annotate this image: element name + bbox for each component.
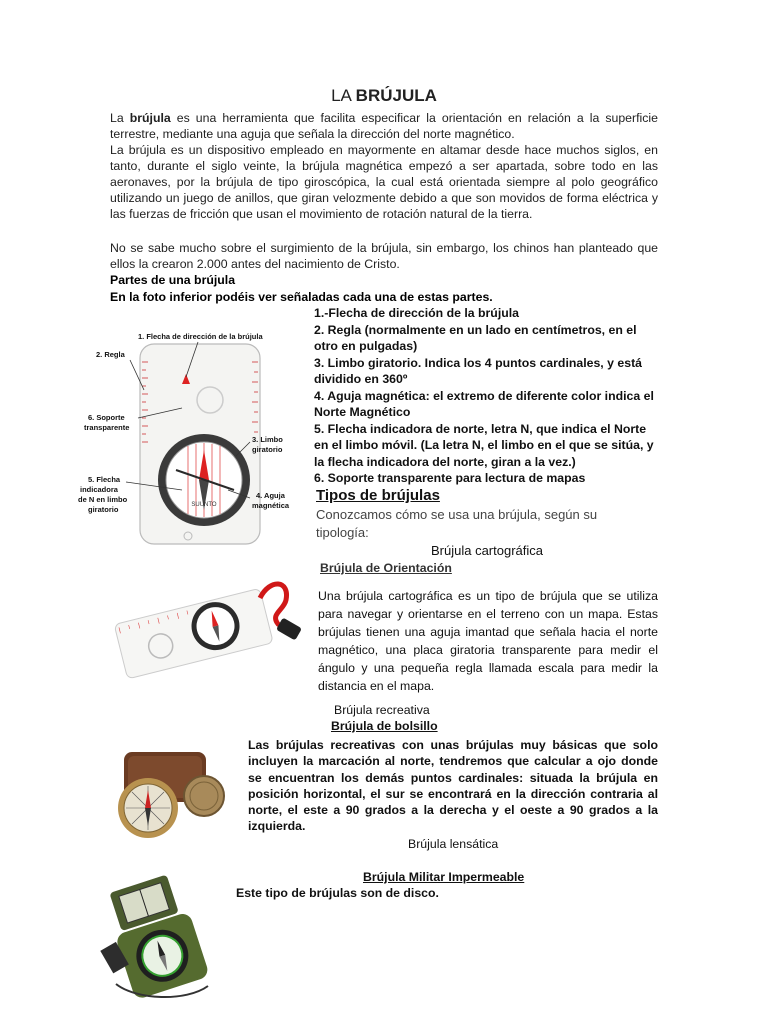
recreativa-text: Las brújulas recreativas con unas brújulas muy básicas que solo incluyen la marcación al norte, tendremos que calcular a ojo donde se encuentran los demás puntos cardinales: situada la brújula en posición horizontal, el sur se encontrará en la dirección contraria al norte, el este a 90 grados a la derecha y el oeste a 90 grados a la izquierda. [248, 738, 658, 834]
paragraph-2: La brújula es un dispositivo empleado en mayormente en altamar desde hace muchos siglos, en tanto, durante el siglo veinte, la brújula magnética empezó a ser apartada, sobre todo en las aeronaves, por la brújula de tipo giroscópica, la cual está orientada siempre al polo geográfico utilizando un juego de anillos, que giran velozmente debido a que son movidos de forma eléctrica y las fuerzas de fricción que usan el movimiento de rotación natural de la tierra. [110, 143, 658, 221]
parts-intro: En la foto inferior podéis ver señaladas cada una de estas partes. [110, 290, 493, 304]
parts-list-item: 3. Limbo giratorio. Indica los 4 puntos cardinales, y está dividido en 360º [314, 355, 642, 386]
parts-list-item: 6. Soporte transparente para lectura de mapas [314, 471, 586, 485]
figure-label-4b: magnética [252, 501, 290, 510]
lensatica-text: Este tipo de brújulas son de disco. [236, 886, 439, 900]
parts-list-item: 1.-Flecha de dirección de la brújula [314, 306, 520, 320]
lensatica-label: Brújula lensática [408, 837, 499, 851]
types-heading-text: Tipos de brújulas [316, 487, 440, 504]
cartografica-label: Brújula cartográfica [431, 543, 543, 558]
intro-rest: es una herramienta que facilita especificar la orientación en relación a la superficie terrestre, mediante una aguja que señala la dirección del norte magnético. [110, 111, 658, 141]
intro-bold-word: brújula [129, 111, 171, 125]
military-compass-image [96, 874, 222, 1004]
types-heading [316, 487, 440, 505]
title-main: BRÚJULA [355, 86, 437, 105]
figure-label-5b: indicadora [80, 485, 118, 494]
parts-heading: Partes de una brújula [110, 273, 236, 287]
paragraph-3: No se sabe mucho sobre el surgimiento de la brújula, sin embargo, los chinos han planteado que ellos la crearon 2.000 antes del nacimiento de Cristo. [110, 241, 658, 271]
brand-label: SUUNTO [191, 502, 217, 508]
parts-list [314, 305, 658, 487]
cartografica-subheading: Brújula de Orientación [320, 561, 452, 575]
recreativa-subheading: Brújula de bolsillo [331, 719, 438, 733]
figure-label-6b: transparente [84, 423, 130, 432]
pocket-compass-image [86, 738, 236, 852]
orientation-compass-image [110, 574, 306, 680]
parts-list-item: 5. Flecha indicadora de norte, letra N, que indica el Norte en el limbo móvil. (La letra N, el limbo en el que se sitúa, y la flecha indicadora del norte, giran a la vez.) [314, 421, 654, 469]
types-intro: Conozcamos cómo se usa una brújula, según su tipología: [316, 507, 598, 540]
recreativa-label: Brújula recreativa [334, 703, 430, 717]
cartografica-text: Una brújula cartográfica es un tipo de brújula que se utiliza para navegar y orientarse en el terreno con un mapa. Estas brújulas tienen una aguja imantad que señala hacia el norte magnético, una placa giratoria transparente para medir el ángulo y una pequeña regla llamada escala para medir la distancia en el mapa. [318, 589, 658, 693]
title-prefix: LA [331, 86, 356, 105]
parts-list-item: 4. Aguja magnética: el extremo de diferente color indica el Norte Magnético [314, 388, 654, 419]
figure-label-5a: 5. Flecha [88, 475, 121, 484]
figure-label-5c: de N en limbo [78, 495, 128, 504]
intro-paragraph [110, 110, 658, 142]
figure-label-6a: 6. Soporte [88, 413, 125, 422]
figure-label-4a: 4. Aguja [256, 491, 285, 500]
page-title [0, 86, 768, 106]
figure-label-3a: 3. Limbo [252, 435, 283, 444]
lanyard-clip [276, 617, 302, 640]
compass-parts-figure [78, 322, 304, 554]
parts-list-item: 2. Regla (normalmente en un lado en centímetros, en el otro en pulgadas) [314, 322, 637, 353]
intro-word: La [110, 111, 130, 125]
figure-label-5d: giratorio [88, 505, 119, 514]
figure-label-3b: giratorio [252, 445, 283, 454]
figure-label-2: 2. Regla [96, 350, 125, 359]
figure-label-1: 1. Flecha de dirección de la brújula [138, 332, 263, 341]
lensatica-subheading: Brújula Militar Impermeable [363, 870, 525, 884]
